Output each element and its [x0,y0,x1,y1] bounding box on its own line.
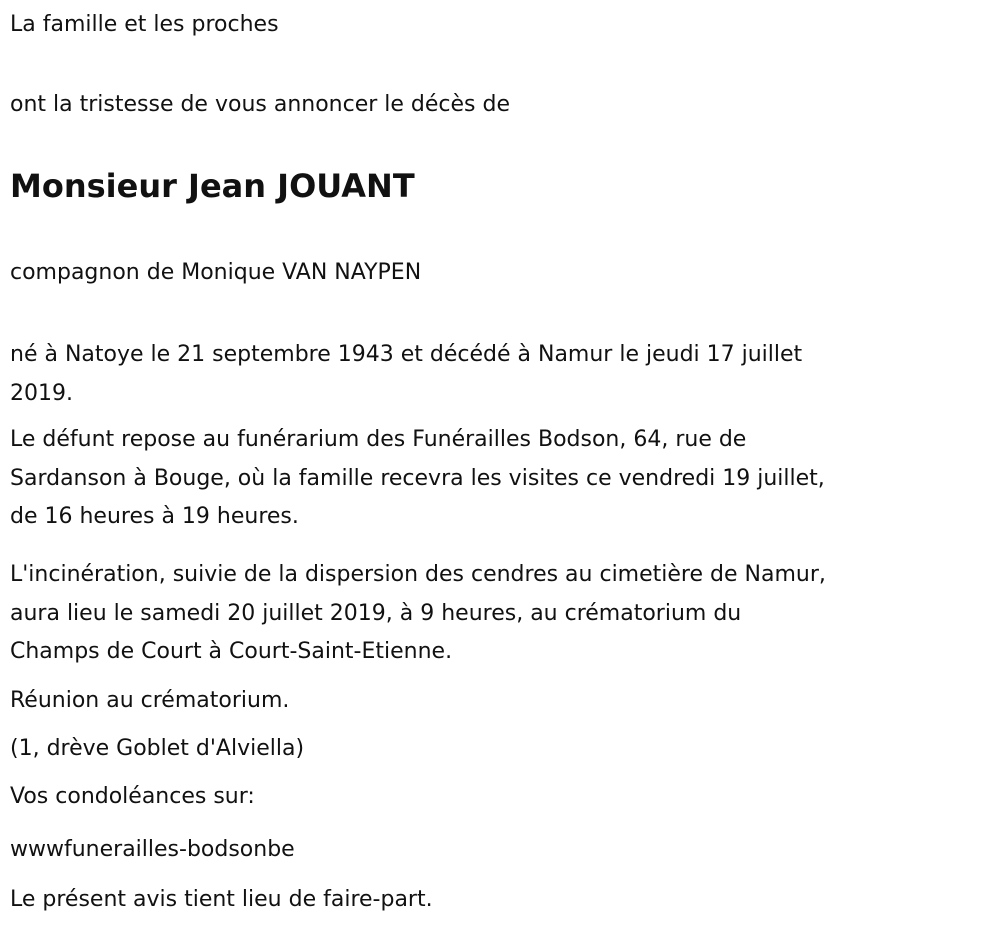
line: 2019. [10,380,73,406]
visitation-paragraph [10,421,995,537]
announcement-text: ont la tristesse de vous annoncer le décès de [10,92,511,117]
meeting-text: Réunion au crématorium. [10,688,290,713]
line: Le défunt repose au funérarium des Funérailles Bodson, 64, rue de [10,427,747,452]
line: Champs de Court à Court-Saint-Etienne. [10,639,453,664]
intro-text: La famille et les proches [10,12,279,37]
condolences-label: Vos condoléances sur: [10,784,255,809]
line: aura lieu le samedi 20 juillet 2019, à 9 heures, au crématorium du [10,600,742,626]
website-link[interactable]: wwwfunerailles-bodsonbe [10,837,295,862]
birth-death-paragraph [10,336,995,413]
line: L'incinération, suivie de la dispersion des cendres au cimetière de Namur, [10,562,826,587]
line: Sardanson à Bouge, où la famille recevra les visites ce vendredi 19 juillet, [10,465,825,491]
ceremony-paragraph [10,556,995,672]
closing-text: Le présent avis tient lieu de faire-part. [10,887,433,912]
line: de 16 heures à 19 heures. [10,504,299,529]
relation-text: compagnon de Monique VAN NAYPEN [10,260,422,285]
deceased-name: Monsieur Jean JOUANT [10,167,415,205]
line: né à Natoye le 21 septembre 1943 et décédé à Namur le jeudi 17 juillet [10,342,803,367]
address-text: (1, drève Goblet d'Alviella) [10,736,305,761]
